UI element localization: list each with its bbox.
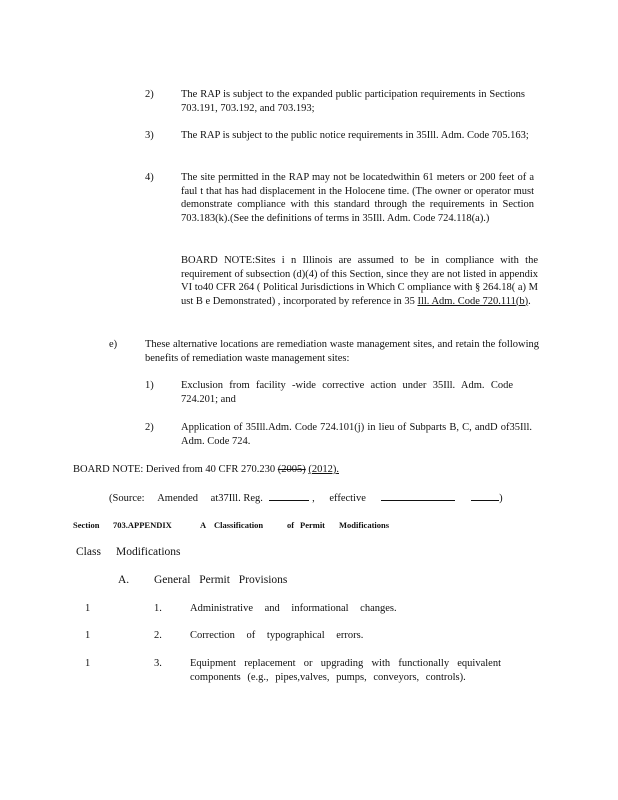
item-e2-text: Application of 35Ill.Adm. Code 724.101(j) in lieu of Subparts B, C, andD of35Ill. Adm. Code 724. (181, 422, 532, 447)
section-number: 703.APPENDIX (113, 520, 172, 530)
item-e1-number: 1) (145, 380, 154, 391)
row-2-number: 2. (154, 630, 162, 641)
item-4-text: The site permitted in the RAP may not be locatedwithin 61 meters or 200 feet of a faul t that has had displacement in the Holocene time. (The owner or operator must demonstrate compliance with this standard through the requirements in Section 703.183(k).(See the definitions of terms in 35Ill. Adm. Code 724.118(a).) (181, 172, 534, 224)
source-line (109, 490, 501, 506)
row-3-text: Equipment replacement or upgrading with functionally equivalent components (e.g., pipes,valves, pumps, conveyors, controls). (190, 658, 501, 683)
section-appendix-letter: A (200, 520, 207, 530)
table-header-class: Class (76, 546, 101, 558)
table-header-modifications: Modifications (116, 546, 181, 558)
board-note-inner (181, 254, 538, 308)
board-note-inner-text: BOARD NOTE:Sites i n Illinois are assumed to be in compliance with the requirement of subsection (d)(4) of this Section, since they are not listed in appendix VI to40 CFR 264 ( Political Jurisdictions in Which C ompliance with § 264.18( a) M ust B e Demonstrated) , incorporated by reference in 35 (181, 255, 538, 307)
row-1-text: Administrative and informational changes. (190, 603, 397, 614)
source-open: (Source: (109, 493, 145, 504)
group-letter: A. (118, 574, 130, 586)
row-3-class: 1 (85, 658, 91, 669)
board-note-end: . (336, 464, 339, 475)
source-effective: effective (329, 493, 366, 504)
item-3-text: The RAP is subject to the public notice requirements in 35Ill. Adm. Code 705.163; (181, 130, 529, 141)
item-e1-text: Exclusion from facility -wide corrective action under 35Ill. Adm. Code 724.201; and (181, 380, 513, 405)
item-2-number: 2) (145, 89, 154, 100)
row-2-text: Correction of typographical errors. (190, 630, 364, 641)
item-e-text: These alternative locations are remediation waste management sites, and retain the following benefits of remediation waste management sites: (145, 339, 539, 364)
row-1-class: 1 (85, 603, 91, 614)
source-comma: , (312, 493, 315, 504)
item-3-number: 3) (145, 130, 154, 141)
section-title-modifications: Modifications (339, 520, 390, 530)
item-4-number: 4) (145, 172, 154, 183)
source-amended: Amended (157, 493, 199, 504)
row-2-class: 1 (85, 630, 91, 641)
source-register: at37Ill. Reg. (210, 493, 263, 504)
section-title-classification: Classification (214, 520, 264, 530)
board-note-inner-citation: Ill. Adm. Code 720.111(b) (417, 295, 529, 307)
section-title-permit: Permit (300, 520, 326, 530)
row-1-number: 1. (154, 603, 162, 614)
effective-year-blank (471, 490, 499, 501)
item-e2-number: 2) (145, 422, 154, 433)
board-note-inner-end: . (528, 295, 531, 307)
board-note-derived-text: BOARD NOTE: Derived from 40 CFR 270.230 (73, 464, 276, 475)
row-3-number: 3. (154, 658, 162, 669)
source-close: ) (499, 493, 503, 504)
item-2-text: The RAP is subject to the expanded public participation requirements in Sections 703.191, 703.192, and 703.193; (181, 89, 525, 114)
group-title: General Permit Provisions (154, 574, 288, 586)
board-note-struck-year: (2005) (277, 464, 306, 475)
section-title-of: of (287, 520, 295, 530)
effective-date-blank (381, 490, 455, 501)
board-note-derived (73, 463, 339, 477)
item-e-number: e) (109, 339, 118, 350)
board-note-inserted-year: (2012) (308, 464, 337, 475)
section-label: Section (73, 520, 100, 530)
register-volume-blank (269, 490, 309, 501)
